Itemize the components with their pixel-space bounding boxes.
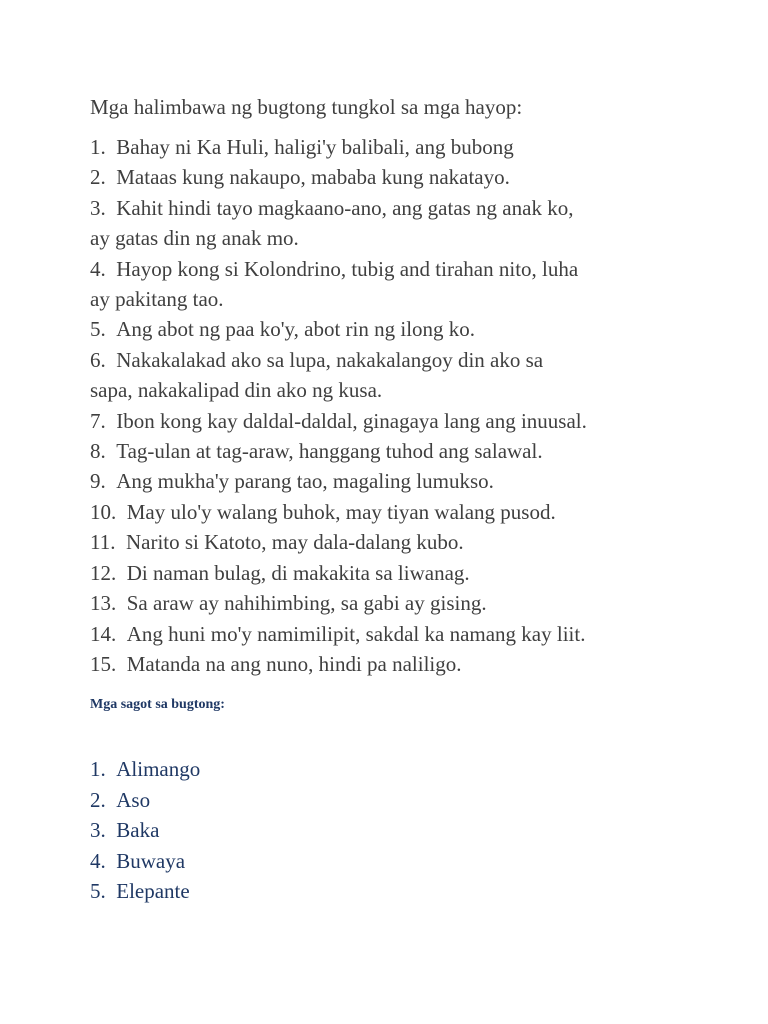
riddle-text: sapa, nakakalipad din ako ng kusa.	[90, 378, 383, 403]
riddle-item	[90, 345, 690, 375]
riddle-number: 1.	[90, 135, 106, 159]
riddle-item	[90, 466, 690, 496]
answer-text: Buwaya	[116, 848, 186, 873]
riddle-item	[90, 527, 690, 557]
riddle-text: Hayop kong si Kolondrino, tubig and tirahan nito, luha	[116, 256, 579, 281]
riddle-item	[90, 162, 690, 192]
riddle-number: 9.	[90, 469, 106, 494]
answer-text: Baka	[116, 818, 160, 842]
riddle-item	[90, 649, 690, 679]
answer-number: 5.	[90, 879, 106, 903]
riddle-text: Matanda na ang nuno, hindi pa naliligo.	[126, 651, 462, 676]
riddle-item-continuation	[90, 375, 690, 405]
riddle-number: 13.	[90, 591, 117, 616]
riddle-number: 10.	[90, 499, 117, 524]
riddle-number: 4.	[90, 256, 106, 281]
riddle-number: 7.	[90, 408, 106, 433]
answer-text: Alimango	[116, 757, 201, 781]
riddle-text: Bahay ni Ka Huli, haligi'y balibali, ang bubong	[116, 135, 514, 159]
riddle-text: Narito si Katoto, may dala-dalang kubo.	[125, 530, 464, 555]
answer-number: 2.	[90, 787, 106, 812]
riddle-number: 8.	[90, 439, 106, 464]
riddle-item	[90, 619, 690, 649]
riddle-number: 2.	[90, 165, 106, 190]
riddle-list	[90, 132, 690, 679]
riddle-text: ay gatas din ng anak mo.	[90, 226, 299, 251]
answer-list	[90, 754, 200, 907]
riddle-item	[90, 193, 690, 223]
riddle-text: Ibon kong kay daldal-daldal, ginagaya lang ang inuusal.	[116, 408, 587, 433]
riddle-item	[90, 132, 690, 162]
riddle-text: Ang abot ng paa ko'y, abot rin ng ilong ko.	[116, 317, 476, 342]
riddle-text: ay pakitang tao.	[90, 287, 224, 312]
answer-text: Aso	[116, 787, 151, 812]
riddle-item	[90, 497, 690, 527]
answer-text: Elepante	[116, 879, 190, 903]
riddle-item	[90, 254, 690, 284]
riddle-text: Di naman bulag, di makakita sa liwanag.	[126, 560, 470, 585]
riddle-item	[90, 588, 690, 618]
answer-item	[90, 785, 200, 816]
answer-number: 1.	[90, 757, 106, 781]
answer-item	[90, 876, 200, 907]
riddle-number: 5.	[90, 317, 106, 342]
riddle-item	[90, 436, 690, 466]
riddle-text: Ang mukha'y parang tao, magaling lumukso.	[116, 469, 494, 494]
riddle-number: 14.	[90, 621, 117, 646]
riddle-text: Tag-ulan at tag-araw, hanggang tuhod ang salawal.	[116, 439, 543, 464]
riddle-number: 15.	[90, 651, 117, 676]
riddle-item-continuation	[90, 284, 690, 314]
riddle-text: Sa araw ay nahihimbing, sa gabi ay gising.	[126, 591, 487, 616]
intro-heading: Mga halimbawa ng bugtong tungkol sa mga hayop:	[90, 95, 523, 119]
riddle-number: 12.	[90, 560, 117, 585]
answers-heading: Mga sagot sa bugtong:	[90, 697, 225, 712]
riddle-text: May ulo'y walang buhok, may tiyan walang pusod.	[126, 499, 556, 524]
riddle-item	[90, 406, 690, 436]
riddle-text: Kahit hindi tayo magkaano-ano, ang gatas ng anak ko,	[116, 195, 574, 220]
riddle-text: Nakakalakad ako sa lupa, nakakalangoy din ako sa	[116, 347, 544, 372]
answer-item	[90, 846, 200, 877]
riddle-item	[90, 314, 690, 344]
answer-item	[90, 815, 200, 846]
answer-item	[90, 754, 200, 785]
answer-number: 3.	[90, 818, 106, 842]
riddle-number: 6.	[90, 347, 106, 372]
riddle-item-continuation	[90, 223, 690, 253]
riddle-number: 3.	[90, 195, 106, 220]
riddle-number: 11.	[90, 530, 116, 555]
answer-number: 4.	[90, 848, 106, 873]
riddle-text: Ang huni mo'y namimilipit, sakdal ka namang kay liit.	[126, 621, 586, 646]
riddle-text: Mataas kung nakaupo, mababa kung nakatayo.	[116, 165, 510, 190]
riddle-item	[90, 558, 690, 588]
